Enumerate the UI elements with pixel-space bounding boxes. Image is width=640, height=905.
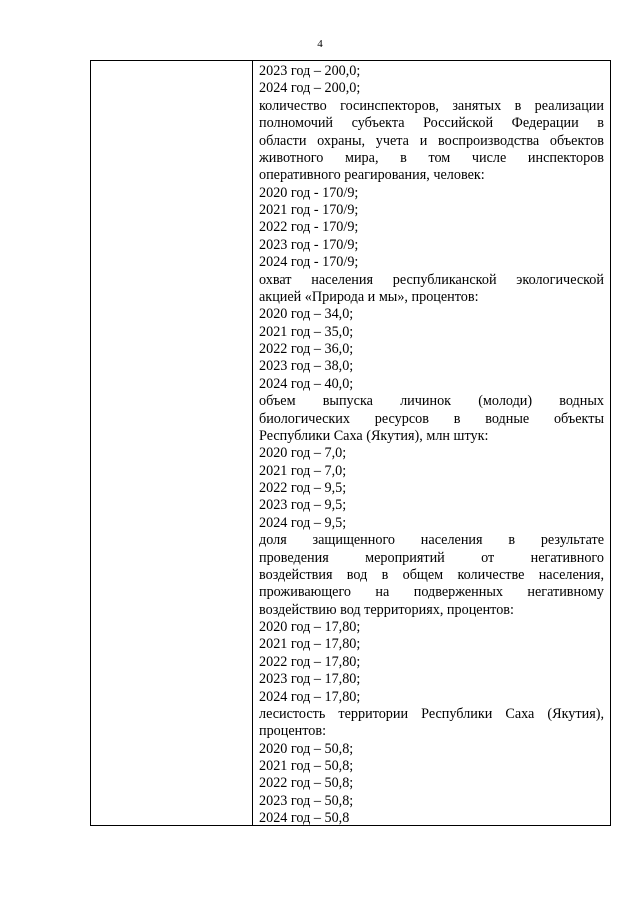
table-cell-right <box>253 61 610 828</box>
text-line: 2023 год – 200,0; <box>259 63 361 79</box>
text-line: 2023 год – 17,80; <box>259 671 361 688</box>
text-line: воздействия вод в общем количестве населения, <box>259 566 604 583</box>
text-line: доля защищенного населения в результате <box>259 532 604 549</box>
text-line: 2024 год - 170/9; <box>259 254 359 271</box>
text-line: полномочий субъекта Российской Федерации в <box>259 115 604 132</box>
text-line: Республики Саха (Якутия), млн штук: <box>259 427 489 444</box>
text-line: 2020 год - 170/9; <box>259 184 359 201</box>
text-line: 2021 год - 170/9; <box>259 202 359 218</box>
text-line: 2021 год – 7,0; <box>259 462 347 479</box>
text-line: 2020 год – 17,80; <box>259 619 361 635</box>
text-line: 2021 год – 50,8; <box>259 758 354 774</box>
text-line: проведения мероприятий от негативного <box>259 549 604 566</box>
text-line: воздействию вод территориях, процентов: <box>259 601 514 618</box>
text-line: 2023 год - 170/9; <box>259 236 359 253</box>
text-line: 2021 год – 17,80; <box>259 636 361 653</box>
text-line: области охраны, учета и воспроизводства объектов <box>259 132 604 149</box>
text-line: 2024 год – 17,80; <box>259 688 361 705</box>
text-line: 2023 год – 9,5; <box>259 497 347 514</box>
text-line: оперативного реагирования, человек: <box>259 167 485 184</box>
text-line: 2022 год – 50,8; <box>259 775 354 792</box>
text-line: 2022 год – 17,80; <box>259 653 361 670</box>
text-line: 2022 год – 9,5; <box>259 480 347 496</box>
text-line: 2024 год – 9,5; <box>259 514 347 531</box>
text-line: количество госинспекторов, занятых в реализации <box>259 97 604 114</box>
text-line: 2024 год – 50,8 <box>259 810 350 827</box>
table-cell-left <box>91 61 253 825</box>
text-line: процентов: <box>259 723 327 740</box>
text-line: проживающего на подверженных негативному <box>259 584 604 601</box>
text-line: 2022 год - 170/9; <box>259 219 359 236</box>
text-line: 2024 год – 200,0; <box>259 80 361 97</box>
text-line: животного мира, в том числе инспекторов <box>259 149 604 166</box>
text-line: лесистость территории Республики Саха (Якутия), <box>259 705 604 722</box>
text-line: 2021 год – 35,0; <box>259 323 354 340</box>
text-line: 2023 год – 38,0; <box>259 358 354 375</box>
text-line: объем выпуска личинок (молоди) водных <box>259 393 604 410</box>
text-line: 2020 год – 7,0; <box>259 445 347 462</box>
text-line: 2023 год – 50,8; <box>259 792 354 809</box>
text-line: 2020 год – 50,8; <box>259 740 354 757</box>
text-line: 2022 год – 36,0; <box>259 341 354 357</box>
text-line: 2024 год – 40,0; <box>259 375 354 392</box>
page-number: 4 <box>317 38 323 50</box>
text-line: акцией «Природа и мы», процентов: <box>259 288 479 305</box>
text-line: охват населения республиканской экологической <box>259 271 604 288</box>
document-table <box>90 60 611 826</box>
text-line: биологических ресурсов в водные объекты <box>259 410 604 427</box>
text-line: 2020 год – 34,0; <box>259 306 354 323</box>
